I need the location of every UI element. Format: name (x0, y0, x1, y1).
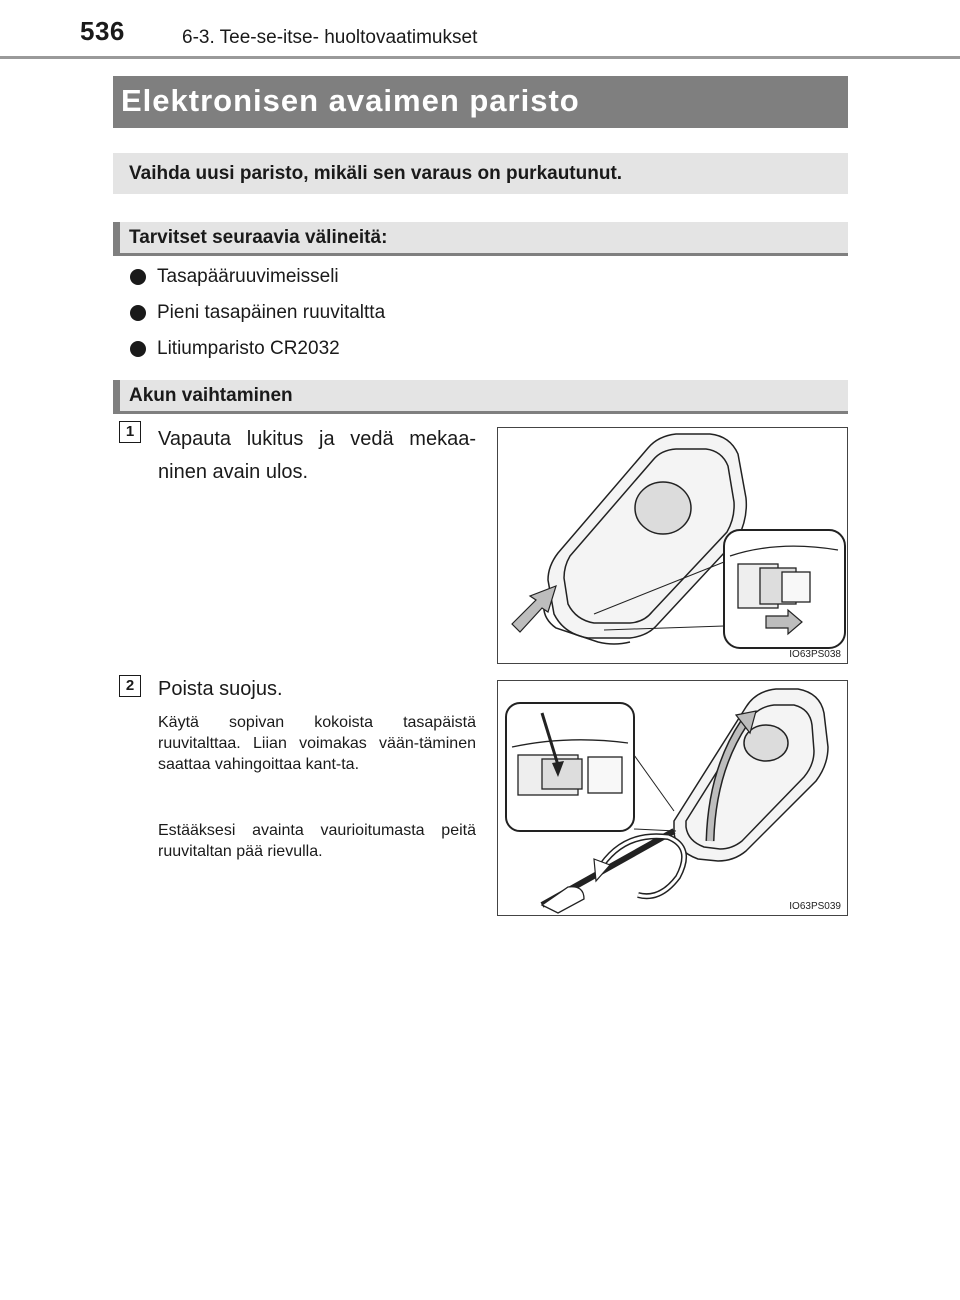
page-number: 536 (80, 16, 125, 46)
tool-item-label: Tasapääruuvimeisseli (157, 266, 339, 287)
procedure-heading: Akun vaihtaminen (113, 380, 848, 414)
step-2-note-2: Estääksesi avainta vaurioitumasta peitä ruuvitaltan pää rievulla. (158, 822, 476, 860)
tool-item (130, 266, 339, 288)
bullet-icon (130, 341, 146, 357)
step-number-2: 2 (119, 675, 141, 697)
section-reference: 6-3. Tee-se-itse- huoltovaatimukset (182, 27, 478, 48)
figure-key-release (497, 427, 848, 664)
page-title: Elektronisen avaimen paristo (113, 76, 848, 128)
key-fob-illustration-1 (498, 428, 848, 664)
tool-item-label: Pieni tasapäinen ruuvitaltta (157, 302, 386, 323)
step-2-note-1: Käytä sopivan kokoista tasapäistä ruuvitalttaa. Liian voimakas vään-täminen saattaa vahingoittaa kant-ta. (158, 714, 476, 773)
step-number-1: 1 (119, 421, 141, 443)
tool-item (130, 338, 340, 360)
step-1-text: Vapauta lukitus ja vedä mekaa-ninen avain ulos. (158, 428, 476, 483)
header-divider (0, 56, 960, 59)
tool-item (130, 302, 385, 324)
tools-heading: Tarvitset seuraavia välineitä: (113, 222, 848, 256)
bullet-icon (130, 305, 146, 321)
key-fob-illustration-2 (498, 681, 848, 916)
step-2-text: Poista suojus. (158, 678, 283, 700)
figure-remove-cover (497, 680, 848, 916)
figure-code-2: IO63PS039 (789, 901, 841, 912)
bullet-icon (130, 269, 146, 285)
figure-code-1: IO63PS038 (789, 649, 841, 660)
tool-item-label: Litiumparisto CR2032 (157, 338, 340, 359)
intro-note: Vaihda uusi paristo, mikäli sen varaus on purkautunut. (113, 153, 848, 194)
